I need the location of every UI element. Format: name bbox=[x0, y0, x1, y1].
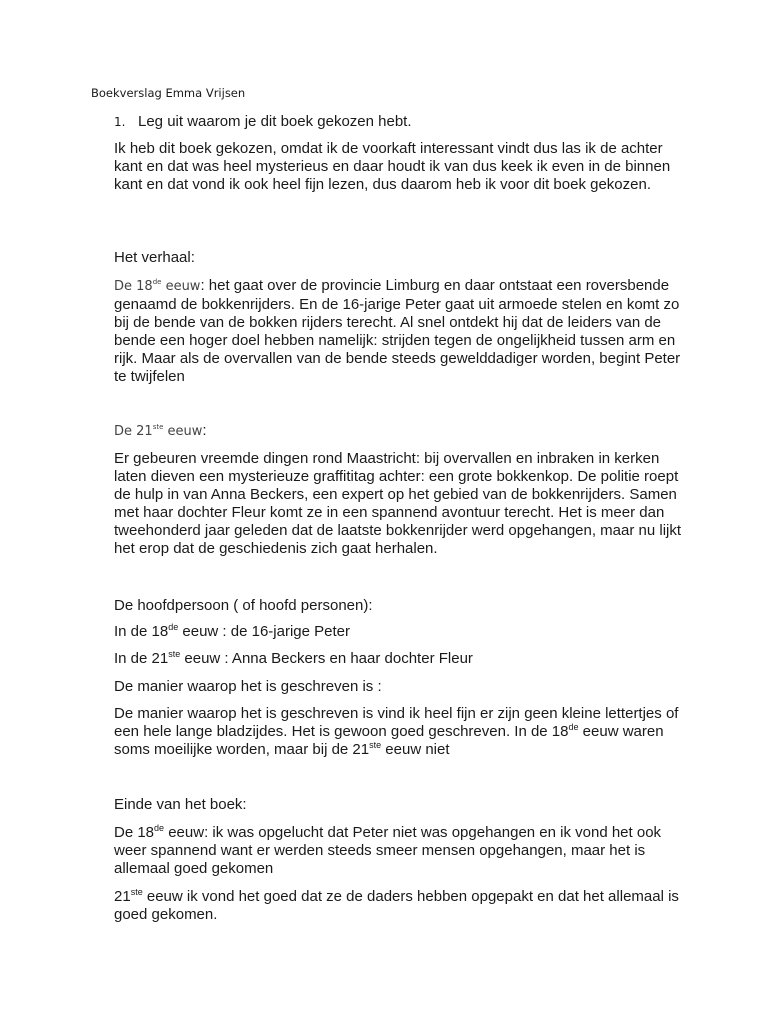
ending-heading: Einde van het boek: bbox=[114, 796, 247, 813]
story-heading: Het verhaal: bbox=[114, 249, 195, 266]
era-21-label: De 21ste eeuw bbox=[114, 423, 203, 439]
era-18-text: het gaat over de provincie Limburg en daar ontstaat een roversbende genaamd de bokkenrijders. En de 16-jarige Peter gaat uit armoede stelen en komt zo bij de bende van de bokken rijders terecht. Al snel ontdekt hij dat de leiders van de bende een hoger doel hebben namelijk: strijden tegen de ongelijkheid tussen arm en rijk. Maar als de overvallen van de bende steeds gewelddadiger worden, begint Peter te twijfelen bbox=[114, 277, 681, 385]
characters-21st: In de 21ste eeuw : Anna Beckers en haar dochter Fleur bbox=[114, 649, 473, 667]
ending-paragraph-1: De 18de eeuw: ik was opgelucht dat Peter niet was opgehangen en ik vond het ook weer spannend want er werden steeds smeer mensen opgehangen, maar het is allemaal goed gekomen bbox=[114, 823, 662, 877]
ending-paragraph-2: 21ste eeuw ik vond het goed dat ze de daders hebben opgepakt en dat het allemaal is goed gekomen. bbox=[114, 887, 679, 923]
style-paragraph: De manier waarop het is geschreven is vind ik heel fijn er zijn geen kleine lettertjes of een hele lange bladzijdes. Het is gewoon goed geschreven. In de 18de eeuw waren soms moeilijke worden, maar bij de 21ste eeuw niet bbox=[114, 705, 679, 758]
story-18th-century-paragraph: De 18de eeuw: het gaat over de provincie Limburg en daar ontstaat een roversbende genaamd de bokkenrijders. En de 16-jarige Peter gaat uit armoede stelen en komt zo bij de bende van de bokken rijders terecht. Al snel ontdekt hij dat de leiders van de bende een hoger doel hebben namelijk: strijden tegen de ongelijkheid tussen arm en rijk. Maar als de overvallen van de bende steeds gewelddadiger worden, begint Peter te twijfelen bbox=[114, 277, 681, 385]
question-number: 1. bbox=[114, 115, 126, 129]
answer-paragraph: Ik heb dit boek gekozen, omdat ik de voorkaft interessant vindt dus las ik de achter kant en dat was heel mysterieus en daar houdt ik van dus keek ik even in de binnen kant en dat vond ik ook heel fijn lezen, dus daarom heb ik voor dit boek gekozen. bbox=[114, 140, 671, 193]
era-21-heading: De 21ste eeuw: bbox=[114, 422, 207, 439]
characters-18th: In de 18de eeuw : de 16-jarige Peter bbox=[114, 622, 351, 640]
era-18-label: De 18de eeuw bbox=[114, 278, 201, 294]
story-21st-century-paragraph: Er gebeuren vreemde dingen rond Maastricht: bij overvallen en inbraken in kerken laten dieven een mysterieuze graffititag achter: een grote bokkenkop. De politie roept de hulp in van Anna Beckers, een expert op het gebied van de bokkenrijders. Samen met haar dochter Fleur komt ze in een spannend avontuur terecht. Het is meer dan tweehonderd jaar geleden dat de laatste bokkenrijder werd opgehangen, maar nu lijkt het erop dat de geschiedenis zich gaat herhalen. bbox=[114, 450, 682, 557]
style-heading: De manier waarop het is geschreven is : bbox=[114, 678, 382, 695]
question-1 bbox=[114, 113, 412, 131]
question-text: Leg uit waarom je dit boek gekozen hebt. bbox=[138, 113, 412, 130]
document-header: Boekverslag Emma Vrijsen bbox=[91, 86, 246, 100]
characters-heading: De hoofdpersoon ( of hoofd personen): bbox=[114, 597, 373, 614]
